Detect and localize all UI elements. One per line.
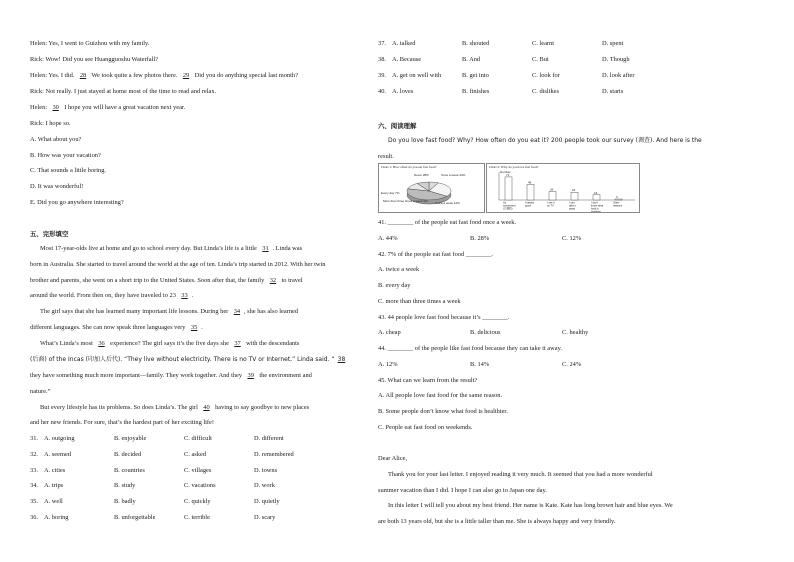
blank-36[interactable]: 36 <box>98 340 105 347</box>
category-label: convenient <box>503 204 516 208</box>
category-label: It tastes <box>525 201 535 205</box>
dialogue-option: E. Did you go anywhere interesting? <box>30 199 124 206</box>
cloze-options-row: 40. A. loves B. finishes C. dislikes D. starts <box>378 88 624 95</box>
blank-34[interactable]: 34 <box>233 308 241 315</box>
blank-39[interactable]: 39 <box>247 372 254 379</box>
cloze-options-row: 33. A. cities B. countries C. villages D. towns <box>30 467 278 474</box>
section-title-cloze: 五、完形填空 <box>30 230 69 238</box>
cloze-options-row: 31. A. outgoing B. enjoyable C. difficult D. different <box>30 435 284 442</box>
category-label: on TV <box>547 204 554 208</box>
blank-35[interactable]: 35 <box>190 324 198 331</box>
category-label: I can <box>569 201 575 205</box>
blank-37[interactable]: 37 <box>234 340 241 347</box>
question-option: C. People eat fast food on weekends. <box>378 424 473 431</box>
left-column <box>30 0 402 562</box>
category-label: reasons <box>613 204 623 208</box>
dialogue-option: A. What about you? <box>30 136 82 143</box>
bar <box>527 184 534 200</box>
category-label: know what <box>591 204 604 208</box>
pie-annotation: Never 28% <box>414 173 429 177</box>
reading-intro: result. <box>378 153 394 160</box>
cloze-options-row: 38. A. Because B. And C. But D. Though <box>378 56 630 63</box>
right-column <box>378 0 750 562</box>
category-label: I don't <box>591 201 598 205</box>
cloze-line: What’s Linda’s most 36 experience? The girl says it’s the five days she 37 with the descendants <box>40 340 300 347</box>
chart-title: Chart 1: How often do you eat fast food? <box>381 165 437 169</box>
dialogue-line: Rick: I hope so. <box>30 120 71 127</box>
letter-line: In this letter I will tell you about my best friend. Her name is Kate. Kate has long brown hair and blue eyes. We <box>388 502 673 509</box>
cloze-line: around the world. From then on, they have traveled to 23 33 . <box>30 292 194 299</box>
blank-30[interactable]: 30 <box>52 104 59 111</box>
question-42: 42. 7% of the people eat fast food ________. <box>378 251 494 258</box>
letter-line: summer vacation than I did. I hope I can also go to Japan one day. <box>378 487 547 494</box>
cloze-line: they have something much more important—family. They work together. And they 39 the environment and <box>30 372 312 379</box>
chart-bar <box>486 163 640 213</box>
cloze-options-row: 37. A. talked B. shouted C. learnt D. spent <box>378 40 624 47</box>
cloze-line: born in Australia. She started to travel around the world at the age of ten. Linda’s trip started in 2012. With her twin <box>30 261 326 268</box>
cloze-line: different languages. She can now speak three languages very 35 . <box>30 324 203 331</box>
dialogue-line: Rick: Not really. I just stayed at home most of the time to read and relax. <box>30 88 217 95</box>
cloze-options-row: 34. A. trips B. study C. vacations D. work <box>30 482 275 489</box>
bar <box>549 192 556 200</box>
cloze-line: (后裔) of the Incas (印加人后代). “They live without electricity. There is no TV or Internet,” Linda said. “ 38 <box>30 356 349 364</box>
category-label: away <box>569 207 576 211</box>
question-option: A. All people love fast food for the same reason. <box>378 392 503 399</box>
cloze-options-row: 32. A. seemed B. decided C. asked D. remembered <box>30 451 294 458</box>
category-label: good <box>525 204 531 208</box>
blank-28[interactable]: 28 <box>79 72 87 79</box>
question-options: A. 44% B. 28% C. 12% <box>378 235 582 242</box>
question-options: A. 12% B. 14% C. 24% <box>378 361 582 368</box>
category-label: It's <box>503 201 507 205</box>
dialogue-line: Helen: Yes. I did. 28 We took quite a few photos there. 29 Did you do anything special last month? <box>30 72 298 79</box>
question-options: A. cheap B. delicious C. healthy <box>378 329 589 336</box>
chart-pie <box>378 163 485 213</box>
question-option: B. every day <box>378 282 411 289</box>
pie-annotation: Every day 7% <box>381 191 400 195</box>
category-label: food is <box>591 207 599 211</box>
bar <box>505 177 512 200</box>
dialogue-line: Helen: 30 I hope you will have a great vacation next year. <box>30 104 186 111</box>
cloze-options-row: 36. A. boring B. unforgettable C. terrible D. scary <box>30 514 276 521</box>
blank-33[interactable]: 33 <box>181 292 188 299</box>
category-label: (方便的) <box>503 207 513 211</box>
letter-greeting: Dear Alice, <box>378 455 408 462</box>
category-label: I see it <box>547 201 555 205</box>
blank-31[interactable]: 31 <box>262 245 269 252</box>
bar-value-label: 48 <box>528 180 532 185</box>
category-label: healthier <box>591 210 601 212</box>
cloze-line: The girl says that she has learned many important life lessons. During her 34 , she has also learned <box>40 308 299 315</box>
bar-value-label: 71 <box>506 172 510 177</box>
dialogue-option: B. How was your vacation? <box>30 152 101 159</box>
cloze-line: But every lifestyle has its problems. So does Linda’s. The girl 40 having to say goodbye to new places <box>40 404 310 411</box>
category-label: take it <box>569 204 576 208</box>
pie-svg <box>379 164 484 212</box>
cloze-options-row: 35. A. well B. badly C. quickly D. quietly <box>30 498 280 505</box>
cloze-line: Most 17-year-olds live at home and go to school every day. But Linda’s life is a little 31 . Linda was <box>40 245 303 252</box>
pie-annotation: Once a week 44% <box>441 173 466 177</box>
dialogue-line: Helen: Yes, I went to Guizhou with my family. <box>30 40 150 47</box>
question-41: 41. ________ of the people eat fast food once a week. <box>378 219 517 226</box>
blank-32[interactable]: 32 <box>269 277 277 284</box>
cloze-options-row: 39. A. get on well with B. get into C. look for D. look after <box>378 72 635 79</box>
dialogue-option: D. It was wonderful! <box>30 183 84 190</box>
bar-value-label: 3 <box>616 195 618 200</box>
blank-29[interactable]: 29 <box>182 72 190 79</box>
bar <box>593 195 600 200</box>
bar-value-label: 24 <box>572 188 576 193</box>
question-option: C. more than three times a week <box>378 298 461 305</box>
letter-line: Thank you for your last letter. I enjoyed reading it very much. It seemed that you had a more wonderful <box>388 471 653 478</box>
question-option: B. Some people don’t know what food is healthier. <box>378 408 508 415</box>
question-43: 43. 44 people love fast food because it’s ________. <box>378 314 510 321</box>
dialogue-line: Rick: Wow! Did you see Huangguoshu Waterfall? <box>30 56 158 63</box>
letter-line: are both 13 years old, but she is a little taller than me. She is always happy and very friendly. <box>378 518 616 525</box>
bar-value-label: 26 <box>550 187 554 192</box>
question-45: 45. What can we learn from the result? <box>378 377 478 384</box>
cloze-line: and her new friends. For sure, that’s the hardest part of her exciting life! <box>30 419 215 426</box>
bar-svg <box>487 164 639 212</box>
cloze-line: nature.” <box>30 388 51 395</box>
cloze-line: brother and parents, she went on a short trip to the United States. Soon after that, the family 32 to travel <box>30 277 303 284</box>
question-option: A. twice a week <box>378 266 420 273</box>
question-44: 44. ________ of the people like fast food because they can take it away. <box>378 345 562 352</box>
blank-38[interactable]: 38 <box>337 356 346 363</box>
y-axis-label: Number <box>500 170 511 174</box>
reading-intro: Do you love fast food? Why? How often do you eat it? 200 people took our survey (调查). And here is the <box>388 137 702 144</box>
pie-annotation: More than three times a week 9% <box>383 199 428 203</box>
dialogue-option: C. That sounds a little boring. <box>30 167 107 174</box>
blank-40[interactable]: 40 <box>203 404 210 411</box>
bar <box>571 192 578 200</box>
bar <box>615 199 622 200</box>
bar-value-label: 16 <box>594 190 598 195</box>
category-label: Other <box>613 201 620 205</box>
chart-title: Chart 2: Why do you love fast food? <box>489 165 539 169</box>
section-title-reading: 六、阅读理解 <box>378 122 417 130</box>
pie-annotation: Twice a week 12% <box>435 201 460 205</box>
